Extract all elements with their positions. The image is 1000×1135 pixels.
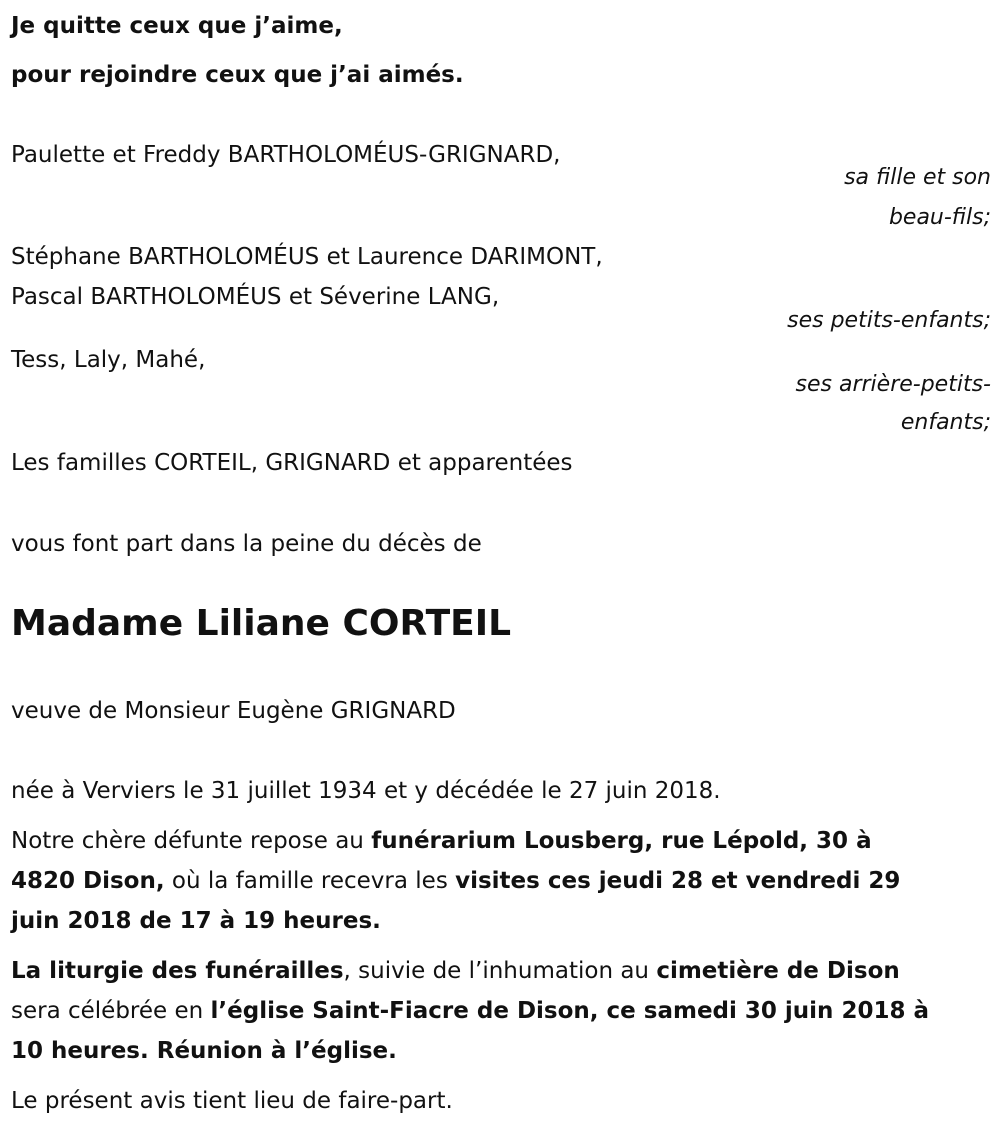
epigraph-line-2: pour rejoindre ceux que j’ai aimés.	[11, 62, 464, 88]
family-grandchildren-1: Stéphane BARTHOLOMÉUS et Laurence DARIMONT,	[11, 244, 603, 270]
family-grandchildren-2: Pascal BARTHOLOMÉUS et Séverine LANG,	[11, 284, 500, 310]
funeral-line-2	[11, 991, 986, 1031]
liturgy-label: La liturgie des funérailles	[11, 958, 344, 984]
viewing-line-1	[11, 821, 986, 861]
church-and-date: l’église Saint-Fiacre de Dison, ce samedi 30 juin 2018 à	[210, 998, 929, 1024]
relation-grandchildren: ses petits-enfants;	[787, 308, 991, 333]
funeral-home-city: 4820 Dison,	[11, 868, 165, 894]
viewing-intro: Notre chère défunte repose au	[11, 828, 372, 854]
funeral-home-address: funérarium Lousberg, rue Lépold, 30 à	[371, 828, 872, 854]
relation-daughter-2: beau-fils;	[888, 205, 991, 230]
viewing-paragraph	[11, 821, 986, 941]
visiting-days: visites ces jeudi 28 et vendredi 29	[455, 868, 901, 894]
funeral-line-1	[11, 951, 986, 991]
family-families: Les familles CORTEIL, GRIGNARD et apparentées	[11, 450, 573, 476]
relation-daughter-1: sa fille et son	[844, 165, 991, 190]
visiting-hours: juin 2018 de 17 à 19 heures.	[11, 908, 381, 934]
epigraph-line-1: Je quitte ceux que j’aime,	[11, 13, 343, 39]
funeral-paragraph	[11, 951, 986, 1071]
family-great-grandchildren: Tess, Laly, Mahé,	[11, 347, 206, 373]
obituary-notice	[11, 0, 991, 1135]
viewing-line-2	[11, 861, 986, 901]
celebrated-text: sera célébrée en	[11, 998, 211, 1024]
cemetery-name: cimetière de Dison	[656, 958, 900, 984]
viewing-middle: où la famille recevra les	[164, 868, 456, 894]
deceased-name: Madame Liliane CORTEIL	[11, 603, 512, 644]
widow-of-text: veuve de Monsieur Eugène GRIGNARD	[11, 698, 456, 724]
birth-death-text: née à Verviers le 31 juillet 1934 et y décédée le 27 juin 2018.	[11, 778, 721, 804]
closing-text: Le présent avis tient lieu de faire-part.	[11, 1088, 453, 1114]
burial-text: , suivie de l’inhumation au	[343, 958, 657, 984]
relation-great-grandchildren-1: ses arrière-petits-	[795, 372, 991, 397]
announcement-text: vous font part dans la peine du décès de	[11, 531, 482, 557]
funeral-time: 10 heures. Réunion à l’église.	[11, 1038, 397, 1064]
relation-great-grandchildren-2: enfants;	[900, 410, 991, 435]
family-daughter: Paulette et Freddy BARTHOLOMÉUS-GRIGNARD,	[11, 142, 561, 168]
